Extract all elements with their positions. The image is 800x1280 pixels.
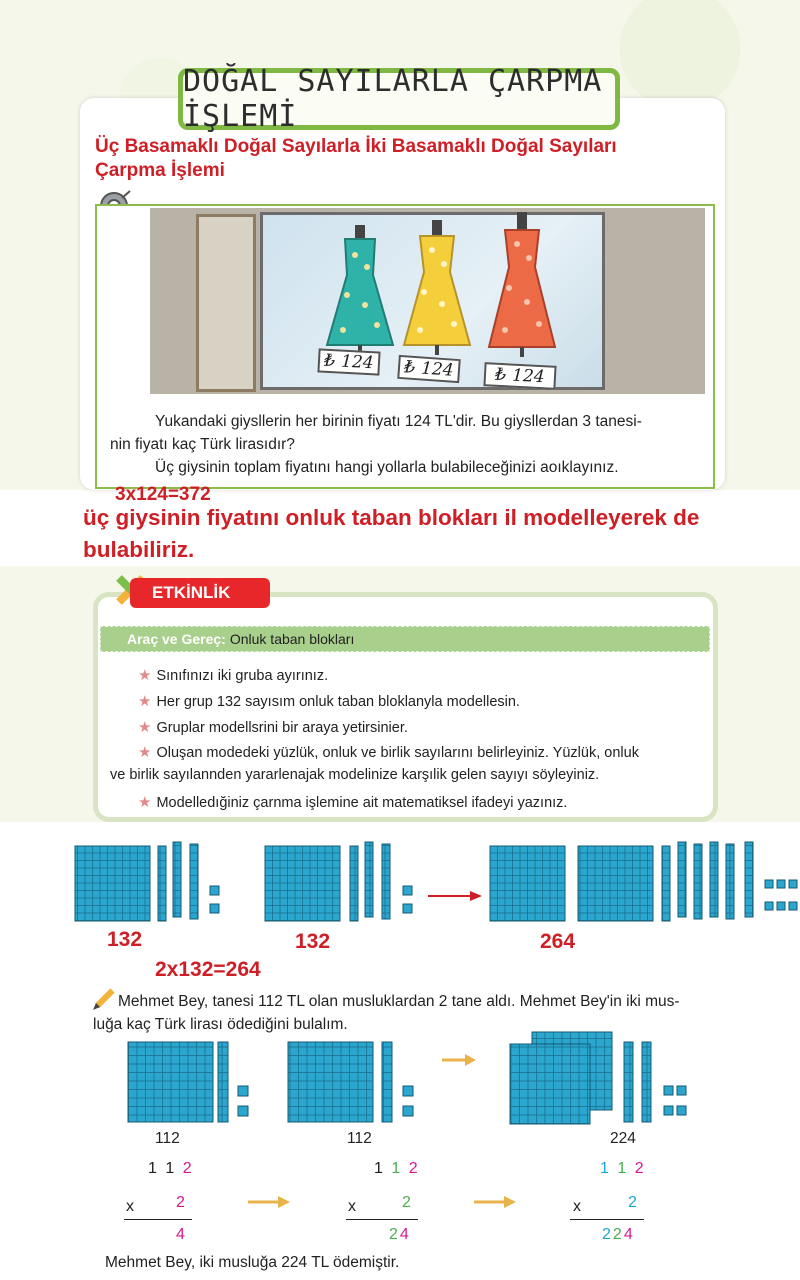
star-icon: ★ — [138, 693, 152, 710]
section-title — [95, 135, 695, 183]
step2-times-sign: x — [348, 1198, 356, 1215]
base-ten-blocks-132-model — [70, 838, 800, 928]
block-label-224: 224 — [610, 1130, 636, 1147]
step1-times-sign: x — [126, 1198, 134, 1215]
star-icon: ★ — [138, 794, 152, 811]
activity-item: ★ Oluşan modedeki yüzlük, onluk ve birlik sayılarını belirleyiniz. Yüzlük, onluk — [138, 744, 639, 761]
activity-item: ★ Modelledığiniz çarnma işlemine ait matematiksel ifadeyi yazınız. — [138, 794, 568, 811]
step1-line — [124, 1219, 192, 1220]
step3-result: 224 — [602, 1226, 635, 1243]
yellow-dress-icon — [402, 220, 472, 355]
orange-dress-icon — [487, 212, 557, 357]
activity-item: ★ Her grup 132 sayısım onluk taban bloklanyla modellesin. — [138, 693, 520, 710]
currency-symbol: ₺ — [323, 350, 336, 372]
star-icon: ★ — [138, 744, 152, 761]
step3-line — [570, 1219, 644, 1220]
teal-dress-icon — [325, 225, 395, 355]
step2-line — [346, 1219, 418, 1220]
step2-result: 24 — [389, 1226, 411, 1243]
step2-multiplicand: 1 1 2 — [374, 1160, 420, 1177]
answer-line2: bulabiliriz. — [83, 537, 195, 562]
block-label-112: 112 — [347, 1130, 372, 1147]
mehmet-line2: luğa kaç Türk lirası ödediğini bulalım. — [93, 1016, 348, 1033]
price-value: 124 — [420, 358, 455, 381]
arrow-icon — [474, 1194, 516, 1210]
star-icon: ★ — [138, 719, 152, 736]
arrow-icon — [248, 1194, 290, 1210]
step3-times-sign: x — [573, 1198, 581, 1215]
star-icon: ★ — [138, 667, 152, 684]
mehmet-conclusion: Mehmet Bey, iki musluğa 224 TL ödemiştir. — [105, 1254, 400, 1271]
answer-line1: üç giysinin fiyatını onluk taban blokları il modelleyerek de — [83, 505, 700, 530]
currency-symbol: ₺ — [494, 364, 507, 386]
step2-multiplier: 2 — [402, 1194, 411, 1211]
price-value: 124 — [511, 365, 546, 388]
block-label-112: 112 — [155, 1130, 180, 1147]
mehmet-line1: Mehmet Bey, tanesi 112 TL olan musluklardan 2 tane aldı. Mehmet Bey'in iki mus- — [118, 993, 680, 1010]
price-value: 124 — [340, 351, 375, 374]
pencil-icon — [90, 985, 118, 1013]
base-ten-blocks-112-model — [120, 1030, 720, 1128]
step1-multiplier: 2 — [176, 1194, 185, 1211]
block-label-132: 132 — [107, 928, 143, 951]
section-title-line2: Çarpma İşlemi — [95, 160, 225, 181]
price-tag — [483, 362, 556, 390]
problem-line3: Üç giysinin toplam fiyatını hangi yollarla bulabileceğinizi aoıklayınız. — [155, 459, 619, 476]
currency-symbol: ₺ — [403, 357, 416, 379]
materials-bar — [100, 626, 710, 652]
price-tag — [397, 355, 461, 383]
answer-text — [83, 502, 783, 566]
problem-line1: Yukandaki giysllerin her birinin fiyatı 124 TL'dir. Bu giysllerdan 3 tanesi- — [155, 413, 642, 430]
chapter-banner: DOĞAL SAYILARLA ÇARPMA İŞLEMİ — [178, 68, 620, 130]
step3-multiplier: 2 — [628, 1194, 637, 1211]
shop-door — [196, 214, 256, 392]
block-label-132: 132 — [295, 930, 331, 953]
activity-tag: ETKİNLİK — [130, 578, 270, 608]
step1-result: 4 — [176, 1226, 185, 1243]
section-title-line1: Üç Basamaklı Doğal Sayılarla İki Basamaklı Doğal Sayıları — [95, 136, 617, 157]
problem-line2: nin fiyatı kaç Türk lirasıdır? — [110, 436, 295, 453]
handwritten-equation-2: 2x132=264 — [155, 958, 261, 981]
activity-item: ★ Sınıfınızı iki gruba ayırınız. — [138, 667, 329, 684]
block-label-264: 264 — [540, 930, 576, 953]
materials-value: Onluk taban blokları — [229, 631, 355, 647]
step1-multiplicand: 1 1 2 — [148, 1160, 194, 1177]
materials-label: Araç ve Gereç: — [127, 631, 226, 647]
step3-multiplicand: 1 1 2 — [600, 1160, 646, 1177]
activity-item: ★ Gruplar modellsrini bir araya yetirsinier. — [138, 719, 408, 736]
price-tag — [317, 348, 380, 375]
activity-item-continued: ve birlik sayılannden yararlenajak modelinize karşılik gelen sayıyı söyleyiniz. — [110, 767, 600, 783]
handwritten-equation: 3x124=372 — [115, 484, 211, 505]
